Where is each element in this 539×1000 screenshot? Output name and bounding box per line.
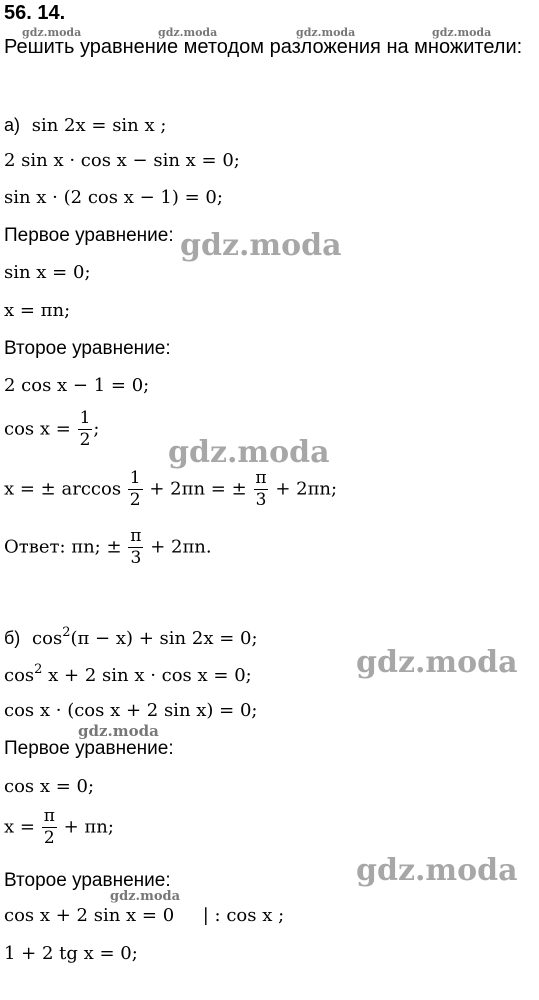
sol-suffix: + 2πn;: [275, 478, 338, 500]
fraction-numerator: 1: [129, 468, 141, 488]
answer-suffix: + 2πn.: [150, 536, 212, 558]
fraction-denominator: 2: [129, 490, 141, 510]
fraction-denominator: 2: [79, 430, 91, 450]
step1-b: x + 2 sin x · cos x = 0;: [42, 665, 252, 686]
watermark-small: gdz.moda: [432, 26, 492, 39]
fraction: [253, 470, 268, 509]
part-a-first-sol: x = πn;: [4, 300, 71, 321]
watermark-large: gdz.moda: [180, 228, 342, 263]
first-sol-prefix: x =: [4, 816, 35, 838]
part-b-second-eq: cos x + 2 sin x = 0 | : cos x ;: [4, 905, 285, 926]
part-b-step2: cos x · (cos x + 2 sin x) = 0;: [4, 700, 258, 721]
first-sol-suffix: + πn;: [63, 816, 114, 838]
fraction-numerator: π: [130, 526, 142, 546]
sol-prefix: x = ± arccos: [4, 478, 122, 500]
part-b-first-eq: cos x = 0;: [4, 776, 95, 797]
fraction-numerator: 1: [79, 408, 91, 428]
fraction: [128, 470, 143, 509]
fraction: [42, 808, 57, 847]
part-b-label: б): [4, 628, 21, 648]
superscript: 2: [62, 625, 71, 640]
part-b-step1: [4, 662, 252, 686]
part-a-answer: [4, 528, 212, 567]
part-a-solution: [4, 470, 337, 509]
part-a-second-eq: 2 cos x − 1 = 0;: [4, 375, 150, 396]
fraction-numerator: π: [255, 468, 267, 488]
watermark-small: gdz.moda: [296, 26, 356, 39]
part-b-equation: [4, 625, 258, 649]
part-a-cos-value: [4, 410, 99, 449]
part-b-second-eq-label: Второе уравнение:: [4, 870, 171, 891]
fraction-denominator: 3: [130, 548, 142, 568]
problem-number: 56. 14.: [4, 2, 66, 24]
superscript: 2: [34, 662, 43, 677]
watermark-large: gdz.moda: [356, 853, 518, 888]
watermark-small: gdz.moda: [78, 722, 159, 740]
fraction-denominator: 3: [255, 490, 267, 510]
watermark-small: gdz.moda: [22, 26, 82, 39]
part-a-label: а): [4, 115, 21, 135]
problem-instruction: Решить уравнение методом разложения на множители:: [4, 36, 523, 58]
watermark-large: gdz.moda: [356, 645, 518, 680]
watermark-small: gdz.moda: [158, 26, 218, 39]
part-a-first-eq: sin x = 0;: [4, 262, 91, 283]
part-b-tg-eq: 1 + 2 tg x = 0;: [4, 943, 138, 964]
part-b-first-eq-label: Первое уравнение:: [4, 738, 174, 759]
part-b-eq-b: (π − x) + sin 2x = 0;: [70, 628, 258, 649]
step1-a: cos: [4, 665, 35, 686]
cos-suffix: ;: [93, 418, 100, 440]
watermark-large: gdz.moda: [168, 435, 330, 470]
answer-prefix: Ответ: πn; ±: [4, 536, 122, 558]
fraction: [78, 410, 93, 449]
part-a-equation: [4, 115, 166, 136]
fraction: [128, 528, 143, 567]
sol-mid: + 2πn = ±: [149, 478, 247, 500]
part-a-step2: sin x · (2 cos x − 1) = 0;: [4, 187, 223, 208]
fraction-numerator: π: [43, 806, 55, 826]
watermark-small: gdz.moda: [110, 889, 181, 904]
part-b-first-sol: [4, 808, 114, 847]
cos-prefix: cos x =: [4, 418, 71, 440]
part-b-eq-a: cos: [32, 628, 63, 649]
part-a-second-eq-label: Второе уравнение:: [4, 338, 171, 359]
part-a-first-eq-label: Первое уравнение:: [4, 225, 174, 246]
part-a-step1: 2 sin x · cos x − sin x = 0;: [4, 150, 240, 171]
fraction-denominator: 2: [43, 828, 55, 848]
part-a-eq: sin 2x = sin x ;: [31, 115, 167, 136]
